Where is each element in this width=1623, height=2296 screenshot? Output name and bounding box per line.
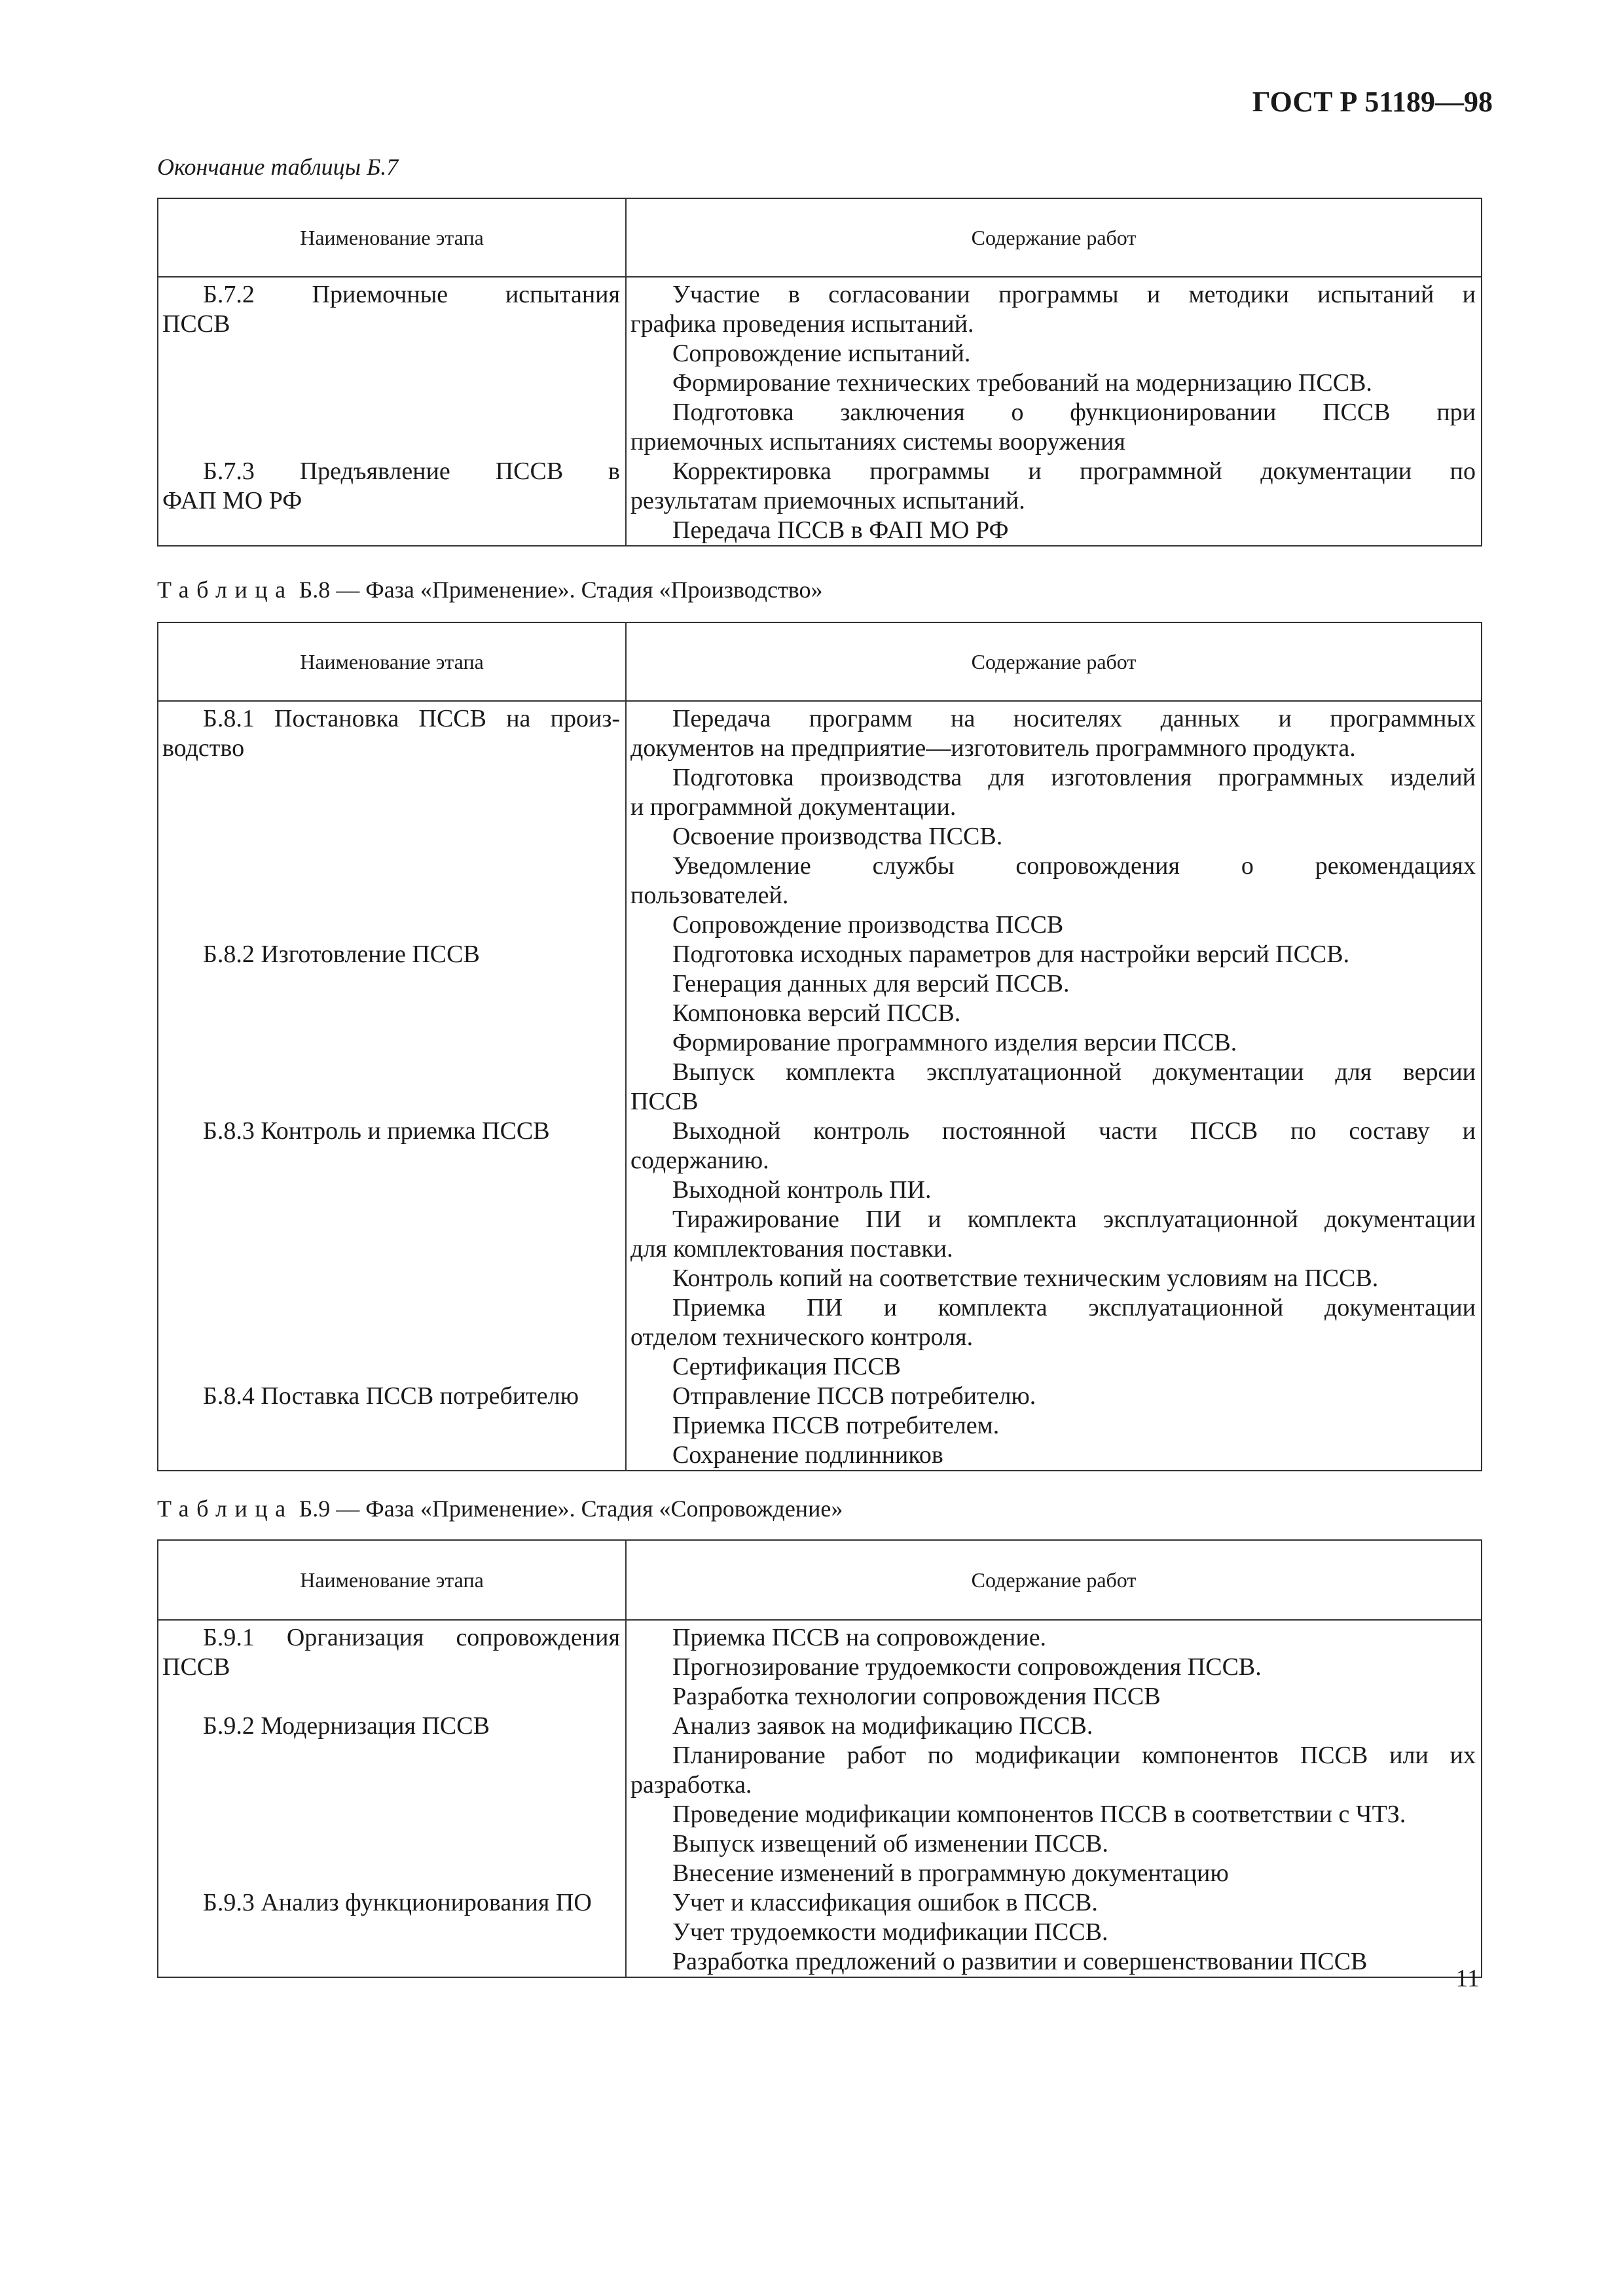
table-b7-header-stage: Наименование этапа	[158, 198, 626, 277]
stage-name-line	[158, 427, 625, 457]
stage-name-line	[158, 1770, 625, 1800]
work-content-text: Сопровождение испытаний.	[672, 340, 971, 367]
work-content-line	[627, 1623, 1481, 1653]
stage-name-text: Б.8.2 Изготовление ПССВ	[203, 941, 480, 968]
stage-name-line	[158, 1058, 625, 1087]
stage-name-line	[158, 1829, 625, 1859]
work-content-line	[627, 1411, 1481, 1441]
work-content-line	[627, 1829, 1481, 1859]
stage-name-line	[158, 368, 625, 398]
stage-name-line	[158, 280, 625, 310]
work-content-line	[627, 1352, 1481, 1382]
stage-name-line	[158, 457, 625, 486]
work-content-text: Разработка предложений о развитии и совершенствовании ПССВ	[672, 1948, 1368, 1975]
work-content-line	[627, 704, 1481, 734]
table-b9-header-stage: Наименование этапа	[158, 1540, 626, 1620]
work-content-line	[627, 339, 1481, 368]
stage-name-line	[158, 881, 625, 910]
work-content-text: Выпуск извещений об изменении ПССВ.	[672, 1830, 1108, 1857]
stage-name-line	[158, 1352, 625, 1382]
work-content-text: Корректировка программы и программной документации по	[672, 457, 1476, 485]
work-content-text: Приемка ПССВ на сопровождение.	[672, 1624, 1047, 1651]
work-content-line	[627, 457, 1481, 486]
work-content-line	[627, 1653, 1481, 1682]
work-content-text: Тиражирование ПИ и комплекта эксплуатационной документации	[672, 1206, 1476, 1233]
page-number: 11	[1455, 1965, 1480, 1992]
stage-name-line	[158, 1264, 625, 1293]
stage-name-line	[158, 1653, 625, 1682]
stage-name-line	[158, 704, 625, 734]
work-content-line	[627, 280, 1481, 310]
table-b8-caption-text: Б.8 — Фаза «Применение». Стадия «Производство»	[299, 577, 823, 603]
work-content-line	[627, 1146, 1481, 1175]
stage-name-line	[158, 1712, 625, 1741]
work-content-text: Сертификация ПССВ	[672, 1353, 901, 1380]
work-content-text: графика проведения испытаний.	[630, 310, 974, 338]
stage-name-line	[158, 1293, 625, 1323]
work-content-line	[627, 1800, 1481, 1829]
work-content-line	[627, 1264, 1481, 1293]
stage-name-line	[158, 1146, 625, 1175]
work-content-text: Анализ заявок на модификацию ПССВ.	[672, 1712, 1093, 1740]
stage-name-line	[158, 910, 625, 940]
work-content-line	[627, 1234, 1481, 1264]
work-content-text: Планирование работ по модификации компонентов ПССВ или их	[672, 1742, 1476, 1769]
work-content-text: пользователей.	[630, 882, 789, 909]
work-content-line	[627, 793, 1481, 822]
work-content-text: Уведомление службы сопровождения о рекомендациях	[672, 852, 1476, 880]
work-content-text: содержанию.	[630, 1147, 769, 1174]
stage-name-line	[158, 398, 625, 427]
work-content-line	[627, 1323, 1481, 1352]
work-content-text: документов на предприятие—изготовитель программного продукта.	[630, 734, 1356, 762]
work-content-line	[627, 910, 1481, 940]
table-b8-work-cell	[626, 701, 1482, 1471]
stage-name-line	[158, 1682, 625, 1712]
work-content-text: для комплектования поставки.	[630, 1235, 953, 1263]
work-content-text: Выходной контроль ПИ.	[672, 1176, 932, 1204]
work-content-line	[627, 368, 1481, 398]
stage-name-line	[158, 852, 625, 881]
work-content-line	[627, 822, 1481, 852]
stage-name-text: водство	[162, 734, 245, 762]
stage-name-text: Б.9.1 Организация сопровождения	[203, 1624, 620, 1651]
stage-name-text: Б.9.3 Анализ функционирования ПО	[203, 1889, 592, 1916]
stage-name-line	[158, 1028, 625, 1058]
work-content-line	[627, 852, 1481, 881]
work-content-line	[627, 427, 1481, 457]
stage-name-line	[158, 1323, 625, 1352]
table-b8-caption-word: Таблица	[157, 577, 293, 603]
table-b8-caption	[157, 575, 822, 605]
work-content-text: приемочных испытаниях системы вооружения	[630, 428, 1125, 456]
work-content-text: Формирование технических требований на модернизацию ПССВ.	[672, 369, 1372, 397]
table-b8-stage-cell	[158, 701, 626, 1471]
work-content-line	[627, 1947, 1481, 1977]
work-content-text: Передача ПССВ в ФАП МО РФ	[672, 516, 1009, 544]
work-content-line	[627, 1682, 1481, 1712]
work-content-text: Прогнозирование трудоемкости сопровождения ПССВ.	[672, 1653, 1262, 1681]
work-content-text: Генерация данных для версий ПССВ.	[672, 970, 1070, 997]
work-content-line	[627, 1441, 1481, 1470]
stage-name-line	[158, 1234, 625, 1264]
work-content-text: ПССВ	[630, 1088, 699, 1115]
stage-name-line	[158, 1741, 625, 1770]
table-b9-header-work: Содержание работ	[626, 1540, 1482, 1620]
stage-name-text: Б.8.3 Контроль и приемка ПССВ	[203, 1117, 550, 1145]
work-content-line	[627, 734, 1481, 763]
work-content-line	[627, 1382, 1481, 1411]
work-content-text: Подготовка заключения о функционировании ПССВ при	[672, 399, 1476, 426]
work-content-text: Сохранение подлинников	[672, 1441, 943, 1469]
work-content-line	[627, 763, 1481, 793]
work-content-text: Сопровождение производства ПССВ	[672, 911, 1064, 939]
work-content-line	[627, 310, 1481, 339]
work-content-line	[627, 1770, 1481, 1800]
work-content-text: результатам приемочных испытаний.	[630, 487, 1025, 514]
table-b7-caption: Окончание таблицы Б.7	[157, 154, 399, 180]
work-content-line	[627, 1205, 1481, 1234]
stage-name-line	[158, 1888, 625, 1918]
stage-name-text: Б.7.2 Приемочные испытания	[203, 281, 620, 308]
document-code: ГОСТ Р 51189—98	[1252, 86, 1493, 118]
work-content-line	[627, 1028, 1481, 1058]
table-b8-header-work: Содержание работ	[626, 622, 1482, 701]
work-content-text: Разработка технологии сопровождения ПССВ	[672, 1683, 1161, 1710]
work-content-text: разработка.	[630, 1771, 752, 1799]
work-content-line	[627, 881, 1481, 910]
work-content-text: Проведение модификации компонентов ПССВ в соответствии с ЧТЗ.	[672, 1801, 1406, 1828]
stage-name-text: ПССВ	[162, 310, 230, 338]
work-content-line	[627, 516, 1481, 545]
work-content-line	[627, 940, 1481, 969]
work-content-text: Отправление ПССВ потребителю.	[672, 1382, 1036, 1410]
stage-name-line	[158, 940, 625, 969]
work-content-text: Внесение изменений в программную документацию	[672, 1859, 1229, 1887]
stage-name-line	[158, 969, 625, 999]
stage-name-line	[158, 822, 625, 852]
stage-name-line	[158, 1623, 625, 1653]
stage-name-line	[158, 1087, 625, 1117]
stage-name-line	[158, 1175, 625, 1205]
stage-name-line	[158, 763, 625, 793]
stage-name-text: ПССВ	[162, 1653, 230, 1681]
work-content-text: отделом технического контроля.	[630, 1323, 974, 1351]
stage-name-text: Б.8.1 Постановка ПССВ на произ-	[203, 705, 620, 732]
work-content-text: Участие в согласовании программы и методики испытаний и	[672, 281, 1476, 308]
stage-name-line	[158, 999, 625, 1028]
stage-name-line	[158, 793, 625, 822]
table-b7	[157, 198, 1482, 547]
table-b9-caption	[157, 1494, 843, 1524]
stage-name-line	[158, 734, 625, 763]
table-b9	[157, 1539, 1482, 1978]
work-content-text: Передача программ на носителях данных и программных	[672, 705, 1476, 732]
table-b8-header-stage: Наименование этапа	[158, 622, 626, 701]
table-b9-caption-text: Б.9 — Фаза «Применение». Стадия «Сопровождение»	[299, 1496, 843, 1522]
table-b9-caption-word: Таблица	[157, 1496, 293, 1522]
work-content-line	[627, 486, 1481, 516]
work-content-text: Выходной контроль постоянной части ПССВ по составу и	[672, 1117, 1476, 1145]
work-content-text: Контроль копий на соответствие техническим условиям на ПССВ.	[672, 1265, 1379, 1292]
work-content-line	[627, 398, 1481, 427]
work-content-text: Формирование программного изделия версии ПССВ.	[672, 1029, 1237, 1056]
stage-name-text: ФАП МО РФ	[162, 487, 302, 514]
stage-name-line	[158, 339, 625, 368]
stage-name-line	[158, 1382, 625, 1411]
table-b8	[157, 622, 1482, 1471]
work-content-line	[627, 999, 1481, 1028]
stage-name-line	[158, 1205, 625, 1234]
stage-name-line	[158, 1859, 625, 1888]
work-content-text: Подготовка производства для изготовления программных изделий	[672, 764, 1476, 791]
stage-name-line	[158, 486, 625, 516]
table-b7-work-cell	[626, 277, 1482, 546]
table-b9-work-cell	[626, 1620, 1482, 1977]
table-b7-header-work: Содержание работ	[626, 198, 1482, 277]
stage-name-text: Б.7.3 Предъявление ПССВ в	[203, 457, 620, 485]
work-content-line	[627, 1087, 1481, 1117]
work-content-line	[627, 1888, 1481, 1918]
table-b7-stage-cell	[158, 277, 626, 546]
work-content-text: Учет и классификация ошибок в ПССВ.	[672, 1889, 1098, 1916]
work-content-text: и программной документации.	[630, 793, 957, 821]
stage-name-text: Б.9.2 Модернизация ПССВ	[203, 1712, 490, 1740]
work-content-text: Учет трудоемкости модификации ПССВ.	[672, 1918, 1108, 1946]
work-content-line	[627, 969, 1481, 999]
work-content-text: Компоновка версий ПССВ.	[672, 999, 961, 1027]
work-content-line	[627, 1175, 1481, 1205]
work-content-text: Подготовка исходных параметров для настройки версий ПССВ.	[672, 941, 1350, 968]
work-content-line	[627, 1741, 1481, 1770]
work-content-text: Приемка ПССВ потребителем.	[672, 1412, 1000, 1439]
stage-name-line	[158, 310, 625, 339]
stage-name-line	[158, 1800, 625, 1829]
work-content-line	[627, 1859, 1481, 1888]
stage-name-text: Б.8.4 Поставка ПССВ потребителю	[203, 1382, 579, 1410]
work-content-text: Приемка ПИ и комплекта эксплуатационной документации	[672, 1294, 1476, 1321]
work-content-line	[627, 1918, 1481, 1947]
work-content-line	[627, 1117, 1481, 1146]
work-content-line	[627, 1058, 1481, 1087]
work-content-line	[627, 1293, 1481, 1323]
work-content-text: Освоение производства ПССВ.	[672, 823, 1003, 850]
stage-name-line	[158, 1117, 625, 1146]
work-content-text: Выпуск комплекта эксплуатационной документации для версии	[672, 1058, 1476, 1086]
table-b9-stage-cell	[158, 1620, 626, 1977]
work-content-line	[627, 1712, 1481, 1741]
